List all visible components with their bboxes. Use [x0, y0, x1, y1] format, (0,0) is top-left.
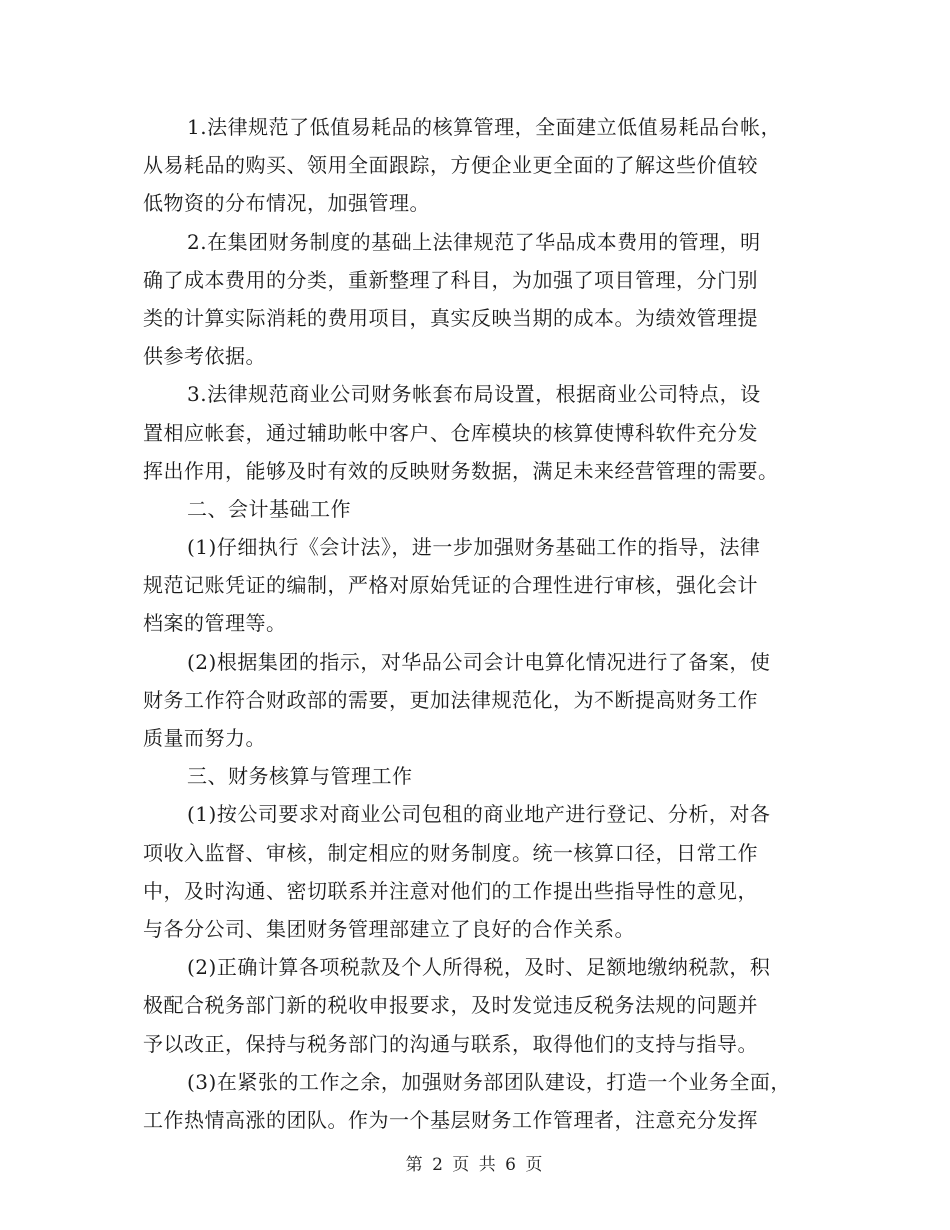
- text-line: 中，及时沟通、密切联系并注意对他们的工作提出些指导性的意见，: [143, 878, 758, 903]
- text-line: 项收入监督、审核，制定相应的财务制度。统一核算口径，日常工作: [143, 840, 758, 865]
- text-line: 工作热情高涨的团队。作为一个基层财务工作管理者，注意充分发挥: [143, 1107, 758, 1132]
- page-number-footer: 第 2 页 共 6 页: [405, 1155, 545, 1175]
- text-line: (2)根据集团的指示，对华品公司会计电算化情况进行了备案，使: [187, 649, 771, 674]
- text-line: 3.法律规范商业公司财务帐套布局设置，根据商业公司特点，设: [187, 382, 761, 407]
- text-line: 与各分公司、集团财务管理部建立了良好的合作关系。: [143, 916, 635, 941]
- section-heading-accounting-basics: [143, 490, 813, 528]
- text-line: (1)仔细执行《会计法》，进一步加强财务基础工作的指导，法律: [187, 535, 761, 560]
- paragraph-item-5: [143, 643, 813, 758]
- section-heading-finance-management: [143, 757, 813, 795]
- text-line: 规范记账凭证的编制，严格对原始凭证的合理性进行审核，强化会计: [143, 573, 758, 598]
- text-line: 极配合税务部门新的税收申报要求，及时发觉违反税务法规的问题并: [143, 993, 758, 1018]
- text-line: (1)按公司要求对商业公司包租的商业地产进行登记、分析，对各: [187, 802, 771, 827]
- section-heading: 二、会计基础工作: [187, 496, 351, 521]
- text-line: 予以改正，保持与税务部门的沟通与联系，取得他们的支持与指导。: [143, 1031, 758, 1056]
- text-line: 低物资的分布情况，加强管理。: [143, 191, 430, 216]
- text-line: 档案的管理等。: [143, 611, 287, 636]
- text-line: 2.在集团财务制度的基础上法律规范了华品成本费用的管理，明: [187, 229, 761, 254]
- text-line: 财务工作符合财政部的需要，更加法律规范化，为不断提高财务工作: [143, 687, 758, 712]
- text-line: 1.法律规范了低值易耗品的核算管理，全面建立低值易耗品台帐，: [187, 115, 782, 139]
- text-line: 从易耗品的购买、领用全面跟踪，方便企业更全面的了解这些价值较: [143, 153, 758, 178]
- paragraph-item-4: [143, 528, 813, 643]
- paragraph-item-7: [143, 948, 813, 1063]
- paragraph-item-3: [143, 375, 813, 490]
- section-heading: 三、财务核算与管理工作: [187, 764, 413, 789]
- document-body: [143, 108, 813, 1139]
- paragraph-item-1: [143, 108, 813, 223]
- text-line: 供参考依据。: [143, 344, 266, 369]
- text-line: 类的计算实际消耗的费用项目，真实反映当期的成本。为绩效管理提: [143, 305, 758, 330]
- text-line: 确了成本费用的分类，重新整理了科目，为加强了项目管理，分门别: [143, 267, 758, 292]
- paragraph-item-6: [143, 795, 813, 948]
- text-line: (3)在紧张的工作之余，加强财务部团队建设，打造一个业务全面，: [187, 1069, 791, 1094]
- paragraph-item-8: [143, 1063, 813, 1139]
- text-line: 置相应帐套，通过辅助帐中客户、仓库模块的核算使博科软件充分发: [143, 420, 758, 445]
- text-line: (2)正确计算各项税款及个人所得税，及时、足额地缴纳税款，积: [187, 955, 771, 980]
- text-line: 质量而努力。: [143, 726, 266, 750]
- paragraph-item-2: [143, 223, 813, 376]
- text-line: 挥出作用，能够及时有效的反映财务数据，满足未来经营管理的需要。: [143, 458, 779, 483]
